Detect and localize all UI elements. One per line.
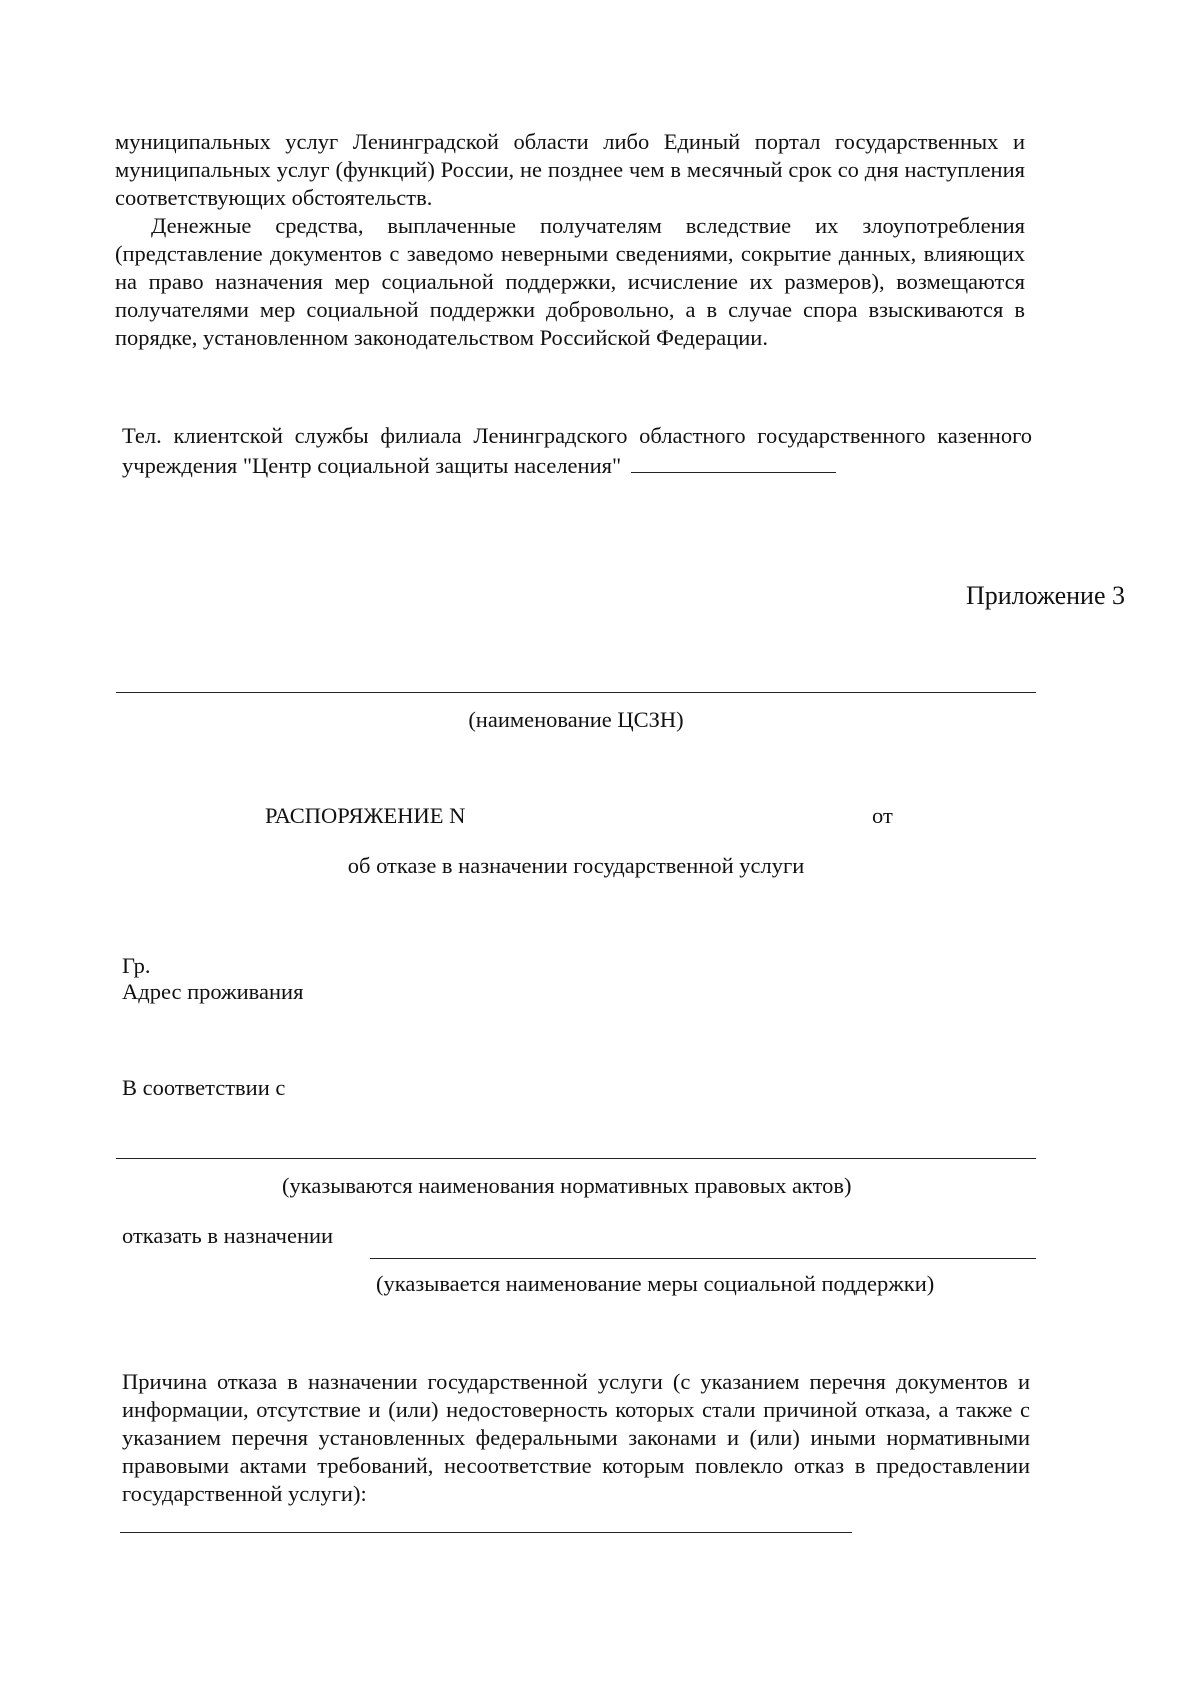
org-caption: (наименование ЦСЗН) [468,707,684,732]
phone-note [122,422,1032,480]
phone-number-blank [631,450,836,473]
legal-acts-line [116,1158,1036,1159]
citizen-label: Гр. [122,953,151,978]
appendix-title: Приложение 3 [965,581,1125,610]
order-subject: об отказе в назначении государственной услуги [347,853,805,878]
org-name-line [116,692,1036,693]
order-from: от [872,803,893,828]
measure-caption: (указывается наименование меры социальной поддержки) [376,1271,935,1296]
continuation-paragraph-1: муниципальных услуг Ленинградской области либо Единый портал государственных и муниципальных услуг (функций) России, не позднее чем в месячный срок со дня наступления соответствующих обстоятельств. [115,129,1025,210]
reason-line [120,1532,852,1533]
address-label: Адрес проживания [122,979,304,1004]
order-title: РАСПОРЯЖЕНИЕ N [265,803,466,828]
reason-paragraph: Причина отказа в назначении государственной услуги (с указанием перечня документов и информации, отсутствие и (или) недостоверность которых стали причиной отказа, а также с указанием перечня установленных федеральными законами и (или) иными нормативными правовыми актами требований, несоответствие которым повлекло отказ в предоставлении государственной услуги): [122,1369,1030,1506]
measure-line [370,1258,1036,1259]
refuse-label: отказать в назначении [122,1223,334,1248]
continuation-paragraph-2: Денежные средства, выплаченные получателям вследствие их злоупотребления (представление документов с заведомо неверными сведениями, сокрытие данных, влияющих на право назначения мер социальной поддержки, исчисление их размеров), возмещаются получателями мер социальной поддержки добровольно, а в случае спора взыскиваются в порядке, установленном законодательством Российской Федерации. [115,213,1025,350]
phone-note-text: Тел. клиентской службы филиала Ленинградского областного государственного казенного учреждения "Центр социальной защиты населения" [122,423,1032,478]
accordance-label: В соответствии с [122,1075,286,1100]
acts-caption: (указываются наименования нормативных правовых актов) [282,1173,852,1198]
